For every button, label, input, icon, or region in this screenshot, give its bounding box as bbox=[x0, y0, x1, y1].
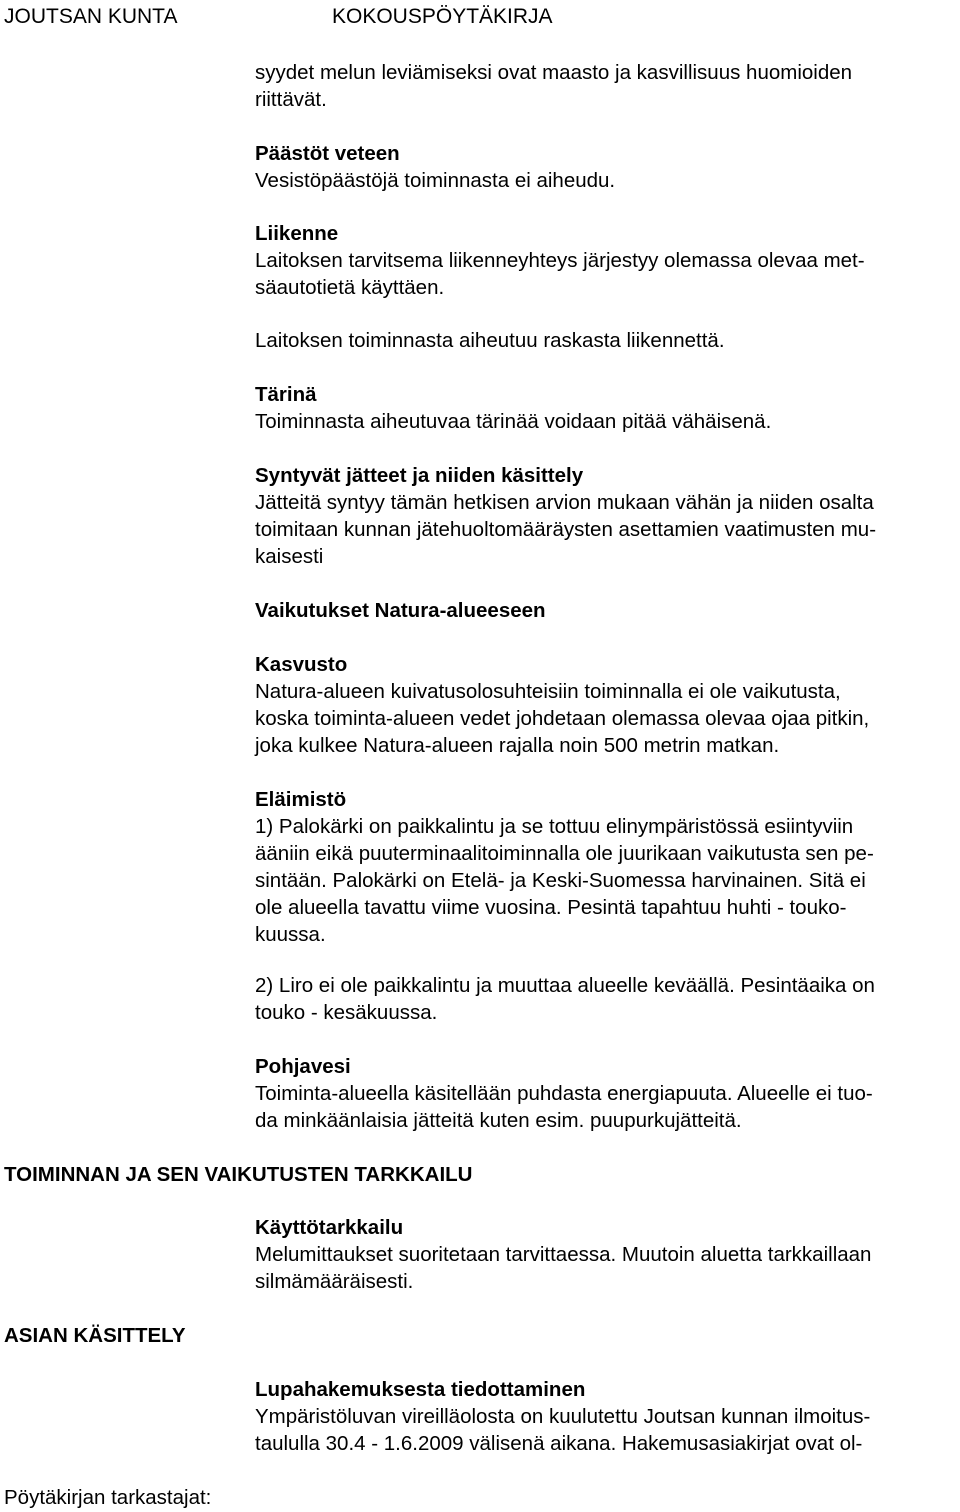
text-line: kuussa. bbox=[255, 923, 326, 946]
text-line: Laitoksen tarvitsema liikenneyhteys järjestyy olemassa olevaa met- bbox=[255, 249, 865, 272]
text-line: 2) Liro ei ole paikkalintu ja muuttaa alueelle keväällä. Pesintäaika on bbox=[255, 974, 875, 997]
text-line: Laitoksen toiminnasta aiheutuu raskasta liikennettä. bbox=[255, 329, 725, 352]
text-line: toimitaan kunnan jätehuoltomääräysten asettamien vaatimusten mu- bbox=[255, 518, 877, 541]
monitoring-heading: TOIMINNAN JA SEN VAIKUTUSTEN TARKKAILU bbox=[4, 1163, 473, 1186]
text-line: kaisesti bbox=[255, 545, 324, 568]
text-line: Toiminta-alueella käsitellään puhdasta energiapuuta. Alueelle ei tuo- bbox=[255, 1082, 873, 1105]
text-line: Melumittaukset suoritetaan tarvittaessa. Muutoin aluetta tarkkaillaan bbox=[255, 1243, 872, 1266]
traffic-heavy bbox=[255, 327, 955, 354]
section-title: Lupahakemuksesta tiedottaminen bbox=[255, 1378, 586, 1401]
text-line: ole alueella tavattu viime vuosina. Pesintä tapahtuu huhti - touko- bbox=[255, 896, 847, 919]
text-line: riittävät. bbox=[255, 88, 327, 111]
text-line: taululla 30.4 - 1.6.2009 välisenä aikana. Hakemusasiakirjat ovat ol- bbox=[255, 1432, 863, 1455]
text-line: 1) Palokärki on paikkalintu ja se tottuu elinympäristössä esiintyviin bbox=[255, 815, 854, 838]
section-title: Pohjavesi bbox=[255, 1055, 351, 1078]
section-title: Kasvusto bbox=[255, 653, 348, 676]
section-title: Liikenne bbox=[255, 222, 339, 245]
noise-paragraph bbox=[255, 59, 955, 113]
text-line: ääniin eikä puuterminaalitoiminnalla ole juurikaan vaikutusta sen pe- bbox=[255, 842, 874, 865]
text-line: Natura-alueen kuivatusolosuhteisiin toiminnalla ei ole vaikutusta, bbox=[255, 680, 841, 703]
text-line: da minkäänlaisia jätteitä kuten esim. puupurkujätteitä. bbox=[255, 1109, 742, 1132]
waste-section bbox=[255, 462, 955, 570]
text-line: Ympäristöluvan vireilläolosta on kuulutettu Joutsan kunnan ilmoitus- bbox=[255, 1405, 871, 1428]
text-line: silmämääräisesti. bbox=[255, 1270, 414, 1293]
text-line: sintään. Palokärki on Etelä- ja Keski-Suomessa harvinainen. Sitä ei bbox=[255, 869, 866, 892]
reviewers-label: Pöytäkirjan tarkastajat: bbox=[4, 1486, 212, 1509]
fauna-section bbox=[255, 786, 955, 948]
section-title: Tärinä bbox=[255, 383, 317, 406]
fauna-liro bbox=[255, 972, 955, 1026]
vibration-section bbox=[255, 381, 955, 435]
section-title: Päästöt veteen bbox=[255, 142, 400, 165]
section-title: Syntyvät jätteet ja niiden käsittely bbox=[255, 464, 584, 487]
text-line: Toiminnasta aiheutuvaa tärinää voidaan pitää vähäisenä. bbox=[255, 410, 772, 433]
text-line: koska toiminta-alueen vedet johdetaan olemassa olevaa ojaa pitkin, bbox=[255, 707, 870, 730]
text-line: joka kulkee Natura-alueen rajalla noin 500 metrin matkan. bbox=[255, 734, 780, 757]
text-line: säautotietä käyttäen. bbox=[255, 276, 445, 299]
municipality-name: JOUTSAN KUNTA bbox=[4, 5, 178, 28]
document-type: KOKOUSPÖYTÄKIRJA bbox=[332, 5, 553, 28]
notice-section bbox=[255, 1376, 955, 1457]
text-line: Vesistöpäästöjä toiminnasta ei aiheudu. bbox=[255, 169, 616, 192]
operation-section bbox=[255, 1214, 955, 1295]
natura-heading: Vaikutukset Natura-alueeseen bbox=[255, 599, 546, 622]
section-title: Eläimistö bbox=[255, 788, 347, 811]
section-title: Käyttötarkkailu bbox=[255, 1216, 404, 1239]
flora-section bbox=[255, 651, 955, 759]
groundwater-section bbox=[255, 1053, 955, 1134]
text-line: syydet melun leviämiseksi ovat maasto ja kasvillisuus huomioiden bbox=[255, 61, 853, 84]
processing-heading: ASIAN KÄSITTELY bbox=[4, 1324, 186, 1347]
water-section bbox=[255, 140, 955, 194]
text-line: touko - kesäkuussa. bbox=[255, 1001, 438, 1024]
text-line: Jätteitä syntyy tämän hetkisen arvion mukaan vähän ja niiden osalta bbox=[255, 491, 874, 514]
traffic-section bbox=[255, 220, 955, 301]
